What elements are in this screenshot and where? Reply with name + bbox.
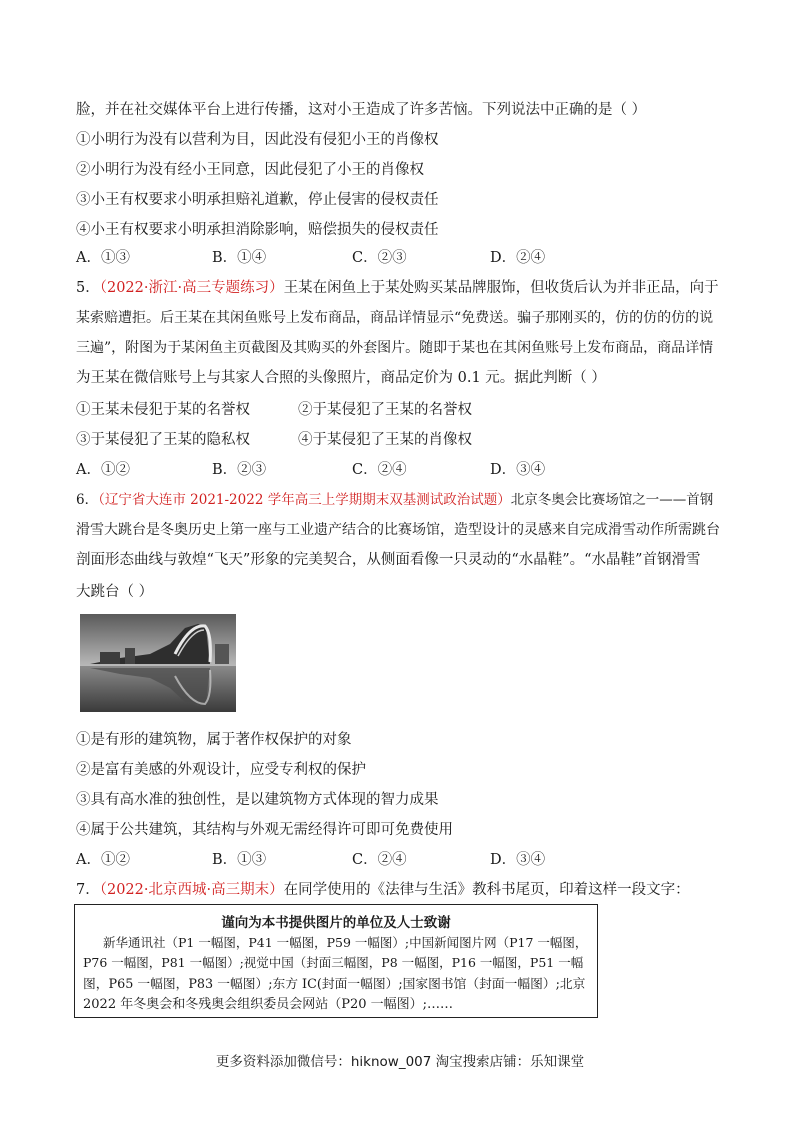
q5-number: 5． bbox=[76, 280, 100, 296]
q6-option-b: B．①③ bbox=[212, 852, 267, 868]
q6-header bbox=[76, 490, 713, 510]
q5-stem-line-3: 三遍”，附图为于某闲鱼主页截图及其购买的外套图片。随即于某也在其闲鱼账号上发布商品，商品详情 bbox=[76, 340, 714, 356]
q6-statement-1: ①是有形的建筑物，属于著作权保护的对象 bbox=[76, 732, 352, 748]
q6-statement-4: ④属于公共建筑，其结构与外观无需经得许可即可免费使用 bbox=[76, 822, 453, 838]
page-footer: 更多资料添加微信号：hiknow_007 淘宝搜索店铺：乐知课堂 bbox=[215, 1054, 585, 1070]
q4-statement-1: ①小明行为没有以营利为目，因此没有侵犯小王的肖像权 bbox=[76, 132, 439, 148]
q6-option-a: A．①② bbox=[76, 852, 130, 868]
q6-source: （辽宁省大连市 2021-2022 学年高三上学期期末双基测试政治试题） bbox=[98, 492, 511, 508]
q6-option-c: C．②④ bbox=[352, 852, 407, 868]
q6-stem-line-3: 剖面形态曲线与敦煌“飞天”形象的完美契合，从侧面看像一只灵动的“水晶鞋”。“水晶鞋”首钢滑雪 bbox=[76, 552, 701, 568]
q5-statement-2: ②于某侵犯了王某的名誉权 bbox=[298, 402, 472, 418]
q4-statement-3: ③小王有权要求小明承担赔礼道歉，停止侵害的侵权责任 bbox=[76, 192, 439, 208]
q6-option-d: D．③④ bbox=[490, 852, 546, 868]
q5-stem-line-4: 为王某在微信账号上与其家人合照的头像照片，商品定价为 0.1 元。据此判断（ ） bbox=[76, 370, 606, 386]
q6-statement-3: ③具有高水准的独创性，是以建筑物方式体现的智力成果 bbox=[76, 792, 439, 808]
q5-option-c: C．②④ bbox=[352, 462, 407, 478]
q4-option-c: C．②③ bbox=[352, 250, 407, 266]
q6-number: 6． bbox=[76, 492, 99, 508]
q5-option-a: A．①② bbox=[76, 462, 130, 478]
q5-option-d: D．③④ bbox=[490, 462, 546, 478]
ski-jump-photo bbox=[80, 614, 236, 712]
q6-stem-line-2: 滑雪大跳台是冬奥历史上第一座与工业遗产结合的比赛场馆，造型设计的灵感来自完成滑雪动作所需跳台 bbox=[76, 522, 720, 538]
acknowledgement-line-1: 新华通讯社（P1 一幅图，P41 一幅图，P59 一幅图）;中国新闻图片网（P17 一幅图， bbox=[103, 935, 588, 950]
q5-statement-1: ①王某未侵犯于某的名誉权 bbox=[76, 402, 250, 418]
q6-statement-2: ②是富有美感的外观设计，应受专利权的保护 bbox=[76, 762, 366, 778]
acknowledgement-title: 谨向为本书提供图片的单位及人士致谢 bbox=[221, 915, 451, 931]
q5-stem-line-2: 某索赔遭拒。后王某在其闲鱼账号上发布商品，商品详情显示“免费送。骗子那刚买的，仿的仿的仿的说 bbox=[76, 310, 714, 326]
q6-stem-line-1: 北京冬奥会比赛场馆之一——首钢 bbox=[510, 492, 714, 508]
q6-stem-line-4: 大跳台（ ） bbox=[76, 584, 154, 600]
q4-statement-4: ④小王有权要求小明承担消除影响，赔偿损失的侵权责任 bbox=[76, 222, 439, 238]
q5-stem-line-1: 王某在闲鱼上于某处购买某品牌服饰，但收货后认为并非正品，向于 bbox=[283, 280, 719, 296]
q4-option-b: B．①④ bbox=[212, 250, 267, 266]
acknowledgement-box bbox=[74, 904, 598, 1018]
q4-stem: 脸，并在社交媒体平台上进行传播，这对小王造成了许多苦恼。下列说法中正确的是（ ） bbox=[76, 102, 647, 118]
q5-header bbox=[76, 278, 719, 298]
q5-statement-4: ④于某侵犯了王某的肖像权 bbox=[298, 432, 472, 448]
q5-statement-3: ③于某侵犯了王某的隐私权 bbox=[76, 432, 250, 448]
acknowledgement-line-4: 2022 年冬奥会和冬残奥会组织委员会网站（P20 一幅图）;…… bbox=[83, 997, 454, 1012]
q4-option-a: A．①③ bbox=[76, 250, 130, 266]
q7-stem: 在同学使用的《法律与生活》教科书尾页，印着这样一段文字： bbox=[283, 882, 690, 898]
q7-number: 7． bbox=[76, 882, 100, 898]
acknowledgement-line-2: P76 一幅图，P81 一幅图）;视觉中国（封面三幅图，P8 一幅图，P16 一幅图，P51 一幅 bbox=[83, 955, 584, 970]
q7-header bbox=[76, 880, 690, 900]
acknowledgement-line-3: 图，P65 一幅图，P83 一幅图）;东方 IC(封面一幅图）;国家图书馆（封面一幅图）;北京 bbox=[83, 977, 586, 992]
ski-jump-illustration bbox=[80, 614, 236, 712]
q5-option-b: B．②③ bbox=[212, 462, 267, 478]
q5-source: （2022·浙江·高三专题练习） bbox=[99, 280, 284, 296]
q4-statement-2: ②小明行为没有经小王同意，因此侵犯了小王的肖像权 bbox=[76, 162, 424, 178]
q7-source: （2022·北京西城·高三期末） bbox=[99, 882, 284, 898]
q4-option-d: D．②④ bbox=[490, 250, 546, 266]
